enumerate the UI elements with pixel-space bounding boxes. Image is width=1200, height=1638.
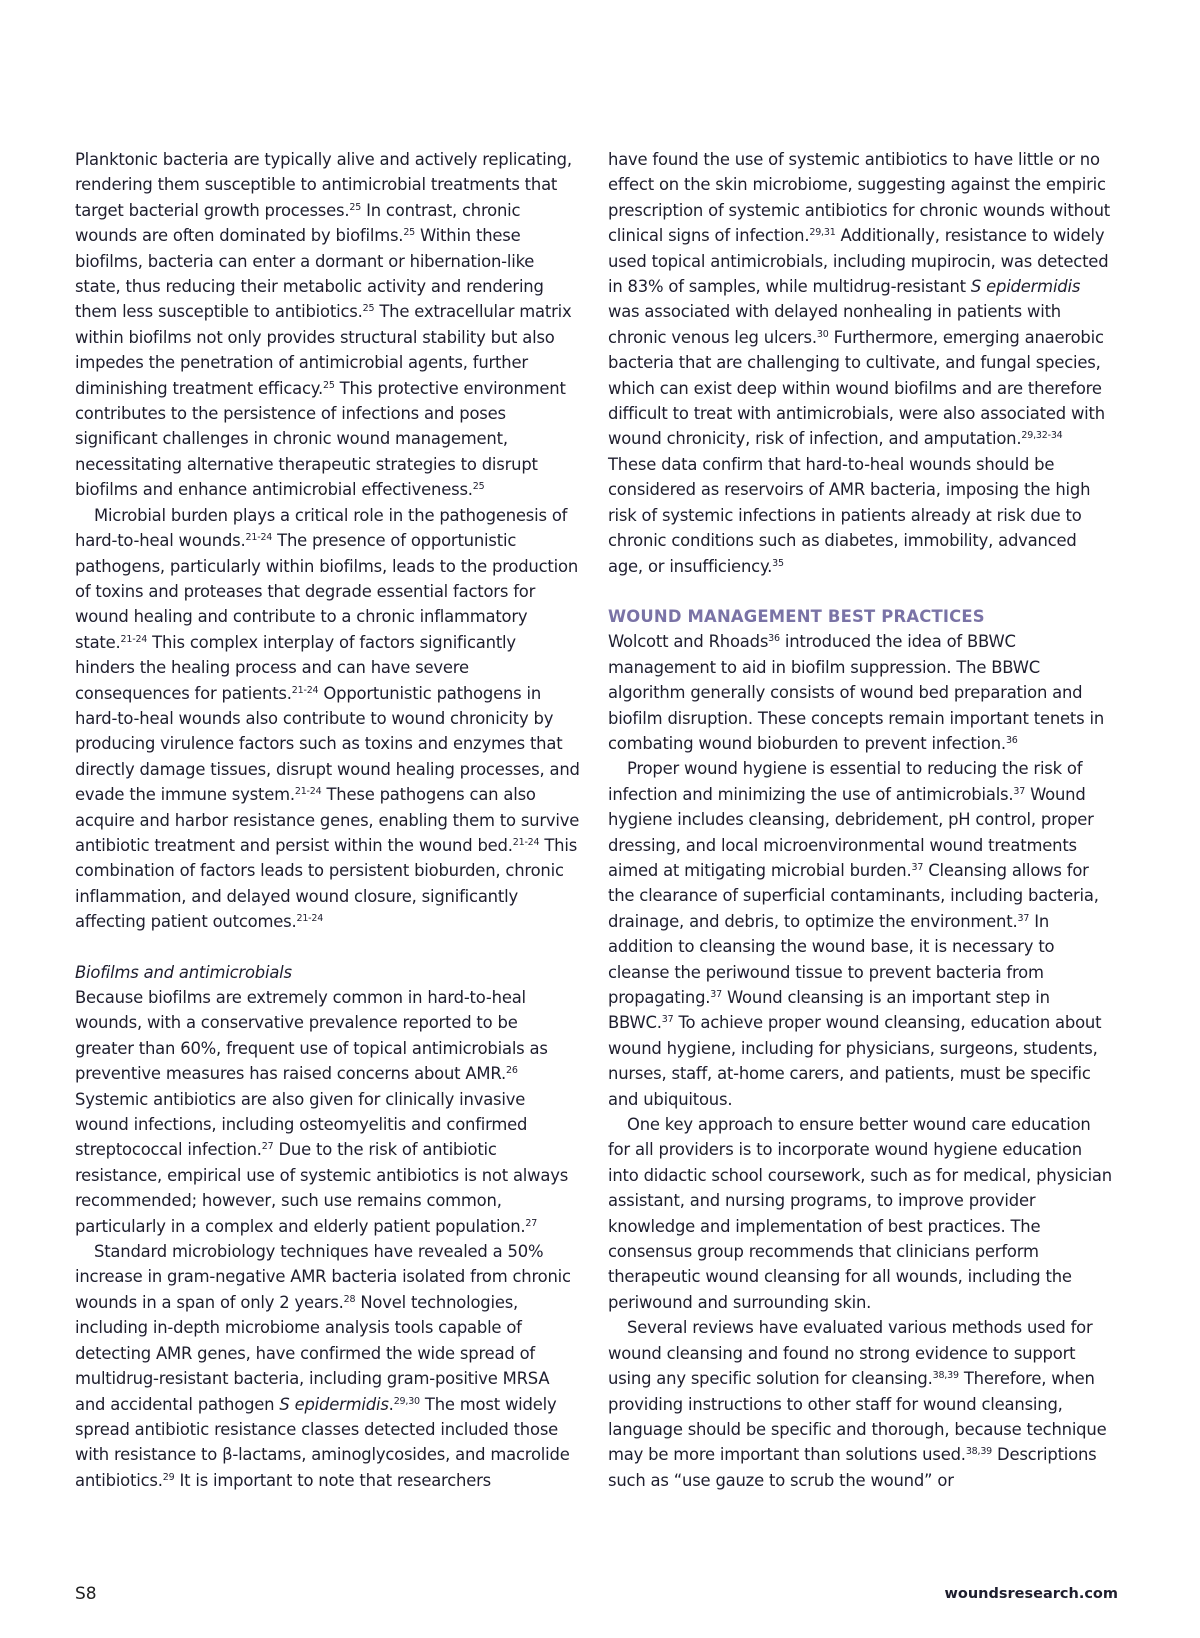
section-heading-best-practices: WOUND MANAGEMENT BEST PRACTICES xyxy=(608,606,985,626)
paragraph-microbial-burden: Microbial burden plays a critical role in the pathogenesis of hard-to-heal wounds.$^{21-24}$ The presence of opportunistic pathogens, particularly within biofilms, leads to the production of toxins and proteases that degrade essential factors for wound healing and contribute to a chronic inflammatory state.$^{21-24}$ This complex interplay of factors significantly hinders the healing process and can have severe consequences for patients.$^{21-24}$ Opportunistic pathogens in hard-to-heal wounds also contribute to wound chronicity by producing virulence factors such as toxins and enzymes that directly damage tissues, disrupt wound healing processes, and evade the immune system.$^{21-24}$ These pathogens can also acquire and harbor resistance genes, enabling them to survive antibiotic treatment and persist within the wound bed.$^{21-24}$ This combination of factors leads to persistent bioburden, chronic inflammation, and delayed wound closure, significantly affecting patient outcomes.$^{21-24}$ xyxy=(75,505,580,932)
paragraph-biofilms-common: Because biofilms are extremely common in hard-to-heal wounds, with a conservative prevalence reported to be greater than 60%, frequent use of topical antimicrobials as preventive measures has raised concerns about AMR.$^{26}$ Systemic antibiotics are also given for clinically invasive wound infections, including osteomyelitis and confirmed streptococcal infection.$^{27}$ Due to the risk of antibiotic resistance, empirical use of systemic antibiotics is not always recommended; however, such use remains common, particularly in a complex and elderly patient population.$^{27}$ xyxy=(75,988,569,1236)
paragraph-wolcott-rhoads: Wolcott and Rhoads$^{36}$ introduced the idea of BBWC management to aid in biofilm suppression. The BBWC algorithm generally consists of wound bed preparation and biofilm disruption. These concepts remain important tenets in combating wound bioburden to prevent infection.$^{36}$ xyxy=(608,632,1105,753)
subheading-biofilms: Biofilms and antimicrobials xyxy=(75,962,292,982)
paragraph-standard-microbiology: Standard microbiology techniques have revealed a 50% increase in gram-negative AMR bacteria isolated from chronic wounds in a span of only 2 years.$^{28}$ Novel technologies, including in-depth microbiome analysis tools capable of detecting AMR genes, have confirmed the wide spread of multidrug-resistant bacteria, including gram-positive MRSA and accidental pathogen S epidermidis.$^{29,30}$ The most widely spread antibiotic resistance classes detected included those with resistance to β-lactams, aminoglycosides, and macrolide antibiotics.$^{29}$ It is important to note that researchers xyxy=(75,1242,571,1490)
paragraph-wound-hygiene: Proper wound hygiene is essential to reducing the risk of infection and minimizing the use of antimicrobials.$^{37}$ Wound hygiene includes cleansing, debridement, pH control, proper dressing, and local microenvironmental wound treatments aimed at mitigating microbial burden.$^{37}$ Cleansing allows for the clearance of superficial contaminants, including bacteria, drainage, and debris, to optimize the environment.$^{37}$ In addition to cleansing the wound base, it is necessary to cleanse the periwound tissue to prevent bacteria from propagating.$^{37}$ Wound cleansing is an important step in BBWC.$^{37}$ To achieve proper wound cleansing, education about wound hygiene, including for physicians, surgeons, students, nurses, staff, at-home carers, and patients, must be specific and ubiquitous. xyxy=(608,759,1102,1109)
left-column xyxy=(75,147,580,1493)
paragraph-education: One key approach to ensure better wound care education for all providers is to incorporate wound hygiene education into didactic school coursework, such as for medical, physician assistant, and nursing programs, to improve provider knowledge and implementation of best practices. The consensus group recommends that clinicians perform therapeutic wound cleansing for all wounds, including the periwound and surrounding skin. xyxy=(608,1115,1112,1312)
right-column xyxy=(608,147,1113,1493)
paragraph-systemic-antibiotics: have found the use of systemic antibiotics to have little or no effect on the skin microbiome, suggesting against the empiric prescription of systemic antibiotics for chronic wounds without clinical signs of infection.$^{29,31}$ Additionally, resistance to widely used topical antimicrobials, including mupirocin, was detected in 83% of samples, while multidrug-resistant S epidermidis was associated with delayed nonhealing in patients with chronic venous leg ulcers.$^{30}$ Furthermore, emerging anaerobic bacteria that are challenging to cultivate, and fungal species, which can exist deep within wound biofilms and are therefore difficult to treat with antimicrobials, were also associated with wound chronicity, risk of infection, and amputation.$^{29,32-34}$ These data confirm that hard-to-heal wounds should be considered as reservoirs of AMR bacteria, imposing the high risk of systemic infections in patients already at risk due to chronic conditions such as diabetes, immobility, advanced age, or insufficiency.$^{35}$ xyxy=(608,150,1111,576)
paragraph-planktonic: Planktonic bacteria are typically alive and actively replicating, rendering them susceptible to antimicrobial treatments that target bacterial growth processes.$^{25}$ In contrast, chronic wounds are often dominated by biofilms.$^{25}$ Within these biofilms, bacteria can enter a dormant or hibernation-like state, thus reducing their metabolic activity and rendering them less susceptible to antibiotics.$^{25}$ The extracellular matrix within biofilms not only provides structural stability but also impedes the penetration of antimicrobial agents, further diminishing treatment efficacy.$^{25}$ This protective environment contributes to the persistence of infections and poses significant challenges in chronic wound management, necessitating alternative therapeutic strategies to disrupt biofilms and enhance antimicrobial effectiveness.$^{25}$ xyxy=(75,150,572,500)
paragraph-cleansing-reviews: Several reviews have evaluated various methods used for wound cleansing and found no strong evidence to support using any specific solution for cleansing.$^{38,39}$ Therefore, when providing instructions to other staff for wound cleansing, language should be specific and thorough, because technique may be more important than solutions used.$^{38,39}$ Descriptions such as “use gauze to scrub the wound” or xyxy=(608,1318,1107,1490)
journal-website: woundsresearch.com xyxy=(944,1586,1118,1602)
page-number: S8 xyxy=(75,1584,97,1604)
